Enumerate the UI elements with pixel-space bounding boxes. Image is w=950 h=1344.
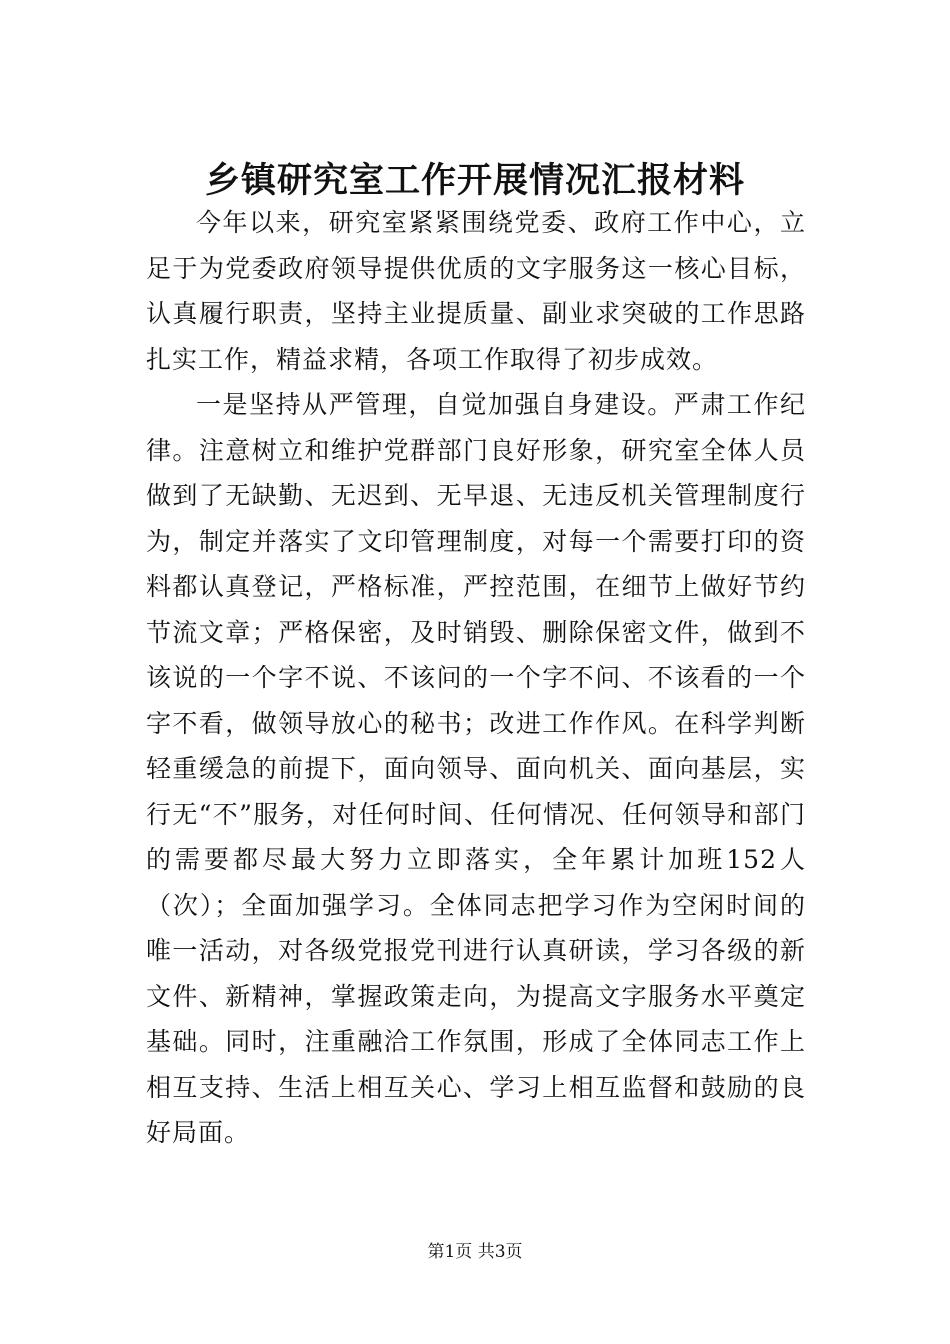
page-footer: 第1页 共3页	[427, 1242, 523, 1262]
paragraph-intro: 今年以来，研究室紧紧围绕党委、政府工作中心，立足于为党委政府领导提供优质的文字服务这一核心目标，认真履行职责，坚持主业提质量、副业求突破的工作思路扎实工作，精益求精，各项工作取得了初步成效。	[146, 208, 806, 374]
paragraph-management: 一是坚持从严管理，自觉加强自身建设。严肃工作纪律。注意树立和维护党群部门良好形象，研究室全体人员做到了无缺勤、无迟到、无早退、无违反机关管理制度行为，制定并落实了文印管理制度，对每一个需要打印的资料都认真登记，严格标准，严控范围，在细节上做好节约节流文章；严格保密，及时销毁、删除保密文件，做到不该说的一个字不说、不该问的一个字不问、不该看的一个字不看，做领导放心的秘书；改进工作作风。在科学判断轻重缓急的前提下，面向领导、面向机关、面向基层，实行无“不”服务，对任何时间、任何情况、任何领导和部门的需要都尽最大努力立即落实，全年累计加班152人（次）；全面加强学习。全体同志把学习作为空闲时间的唯一活动，对各级党报党刊进行认真研读，学习各级的新文件、新精神，掌握政策走向，为提高文字服务水平奠定基础。同时，注重融洽工作氛围，形成了全体同志工作上相互支持、生活上相互关心、学习上相互监督和鼓励的良好局面。	[146, 390, 806, 1147]
document-body	[146, 200, 806, 1156]
document-title: 乡镇研究室工作开展情况汇报材料	[204, 160, 745, 202]
